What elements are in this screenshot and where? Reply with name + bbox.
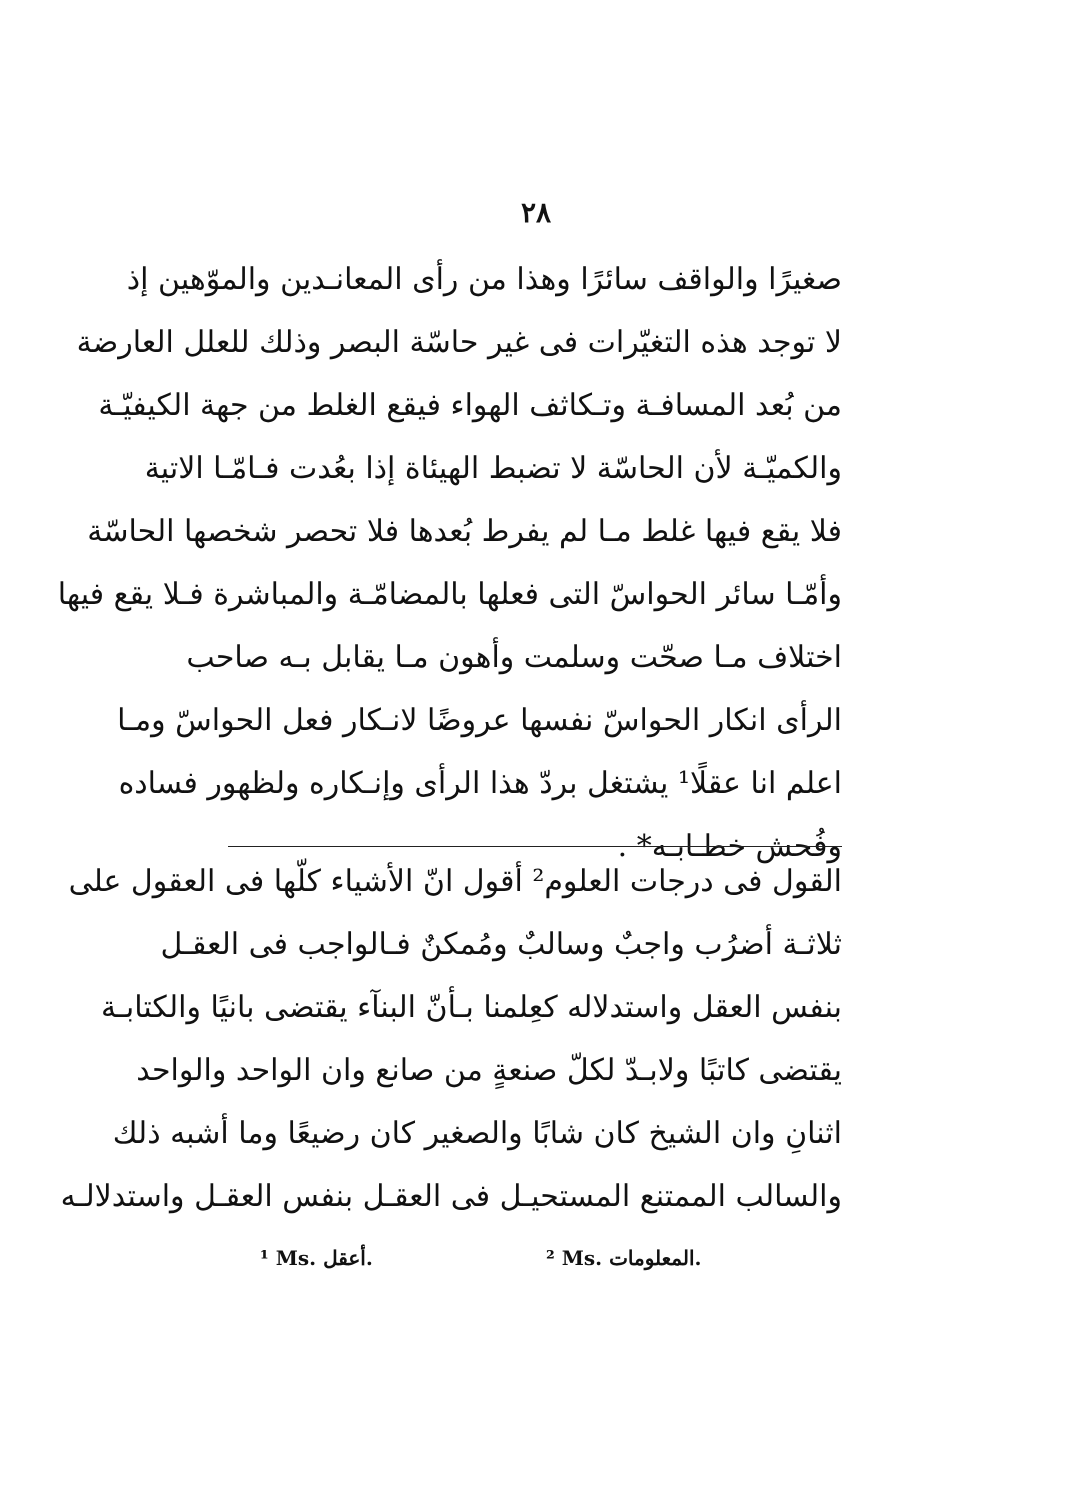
text-line: ثلاثـة أضرُب واجبٌ وسالبٌ ومُمكنٌ فـالواجب فى العقـل [160,927,842,962]
footnote-marker: ¹ [260,1246,269,1270]
footnotes [228,1246,842,1286]
footnote [546,1246,701,1270]
text-line: صغيرًا والواقف سائرًا وهذا من رأى المعانـدين والموّهين إذ [126,262,842,297]
section-divider [228,846,842,847]
text-line: والسالب الممتنع المستحيـل فى العقـل بنفس العقـل واستدلالـه [60,1179,842,1214]
footnote-text: Ms. المعلومات. [561,1246,702,1270]
text-line: القول فى درجات العلوم² أقول انّ الأشياء كلّها فى العقول على [68,864,842,899]
text-line: الرأى انكار الحواسّ نفسها عروضًا لانـكار فعل الحواسّ ومـا [117,703,842,738]
text-line: والكميّـة لأن الحاسّة لا تضبط الهيئاة إذا بعُدت فـامّـا الاتية [144,451,842,486]
text-line: اعلم انا عقلًا¹ يشتغل بردّ هذا الرأى وإنـكاره ولظهور فساده [118,766,842,801]
text-line: وفُحش خطـابـه* . [617,829,842,864]
page-number: ٢٨ [520,196,552,229]
paragraph-1 [57,248,842,878]
text-line: لا توجد هذه التغيّرات فى غير حاسّة البصر وذلك للعلل العارضة [76,325,842,360]
text-line: يقتضى كاتبًا ولابـدّ لكلّ صنعةٍ من صانع وان الواحد والواحد [136,1053,842,1088]
footnote-marker: ² [546,1246,555,1270]
text-line: اختلاف مـا صحّت وسلمت وأهون مـا يقابل بـه صاحب [186,640,842,675]
text-line: بنفس العقل واستدلاله كعِلمنا بـأنّ البنآء يقتضى بانيًا والكتابـة [101,990,842,1025]
paragraph-2 [60,850,842,1228]
text-line: فلا يقع فيها غلط مـا لم يفرط بُعدها فلا تحصر شخصها الحاسّة [87,514,842,549]
text-line: من بُعد المسافـة وتـكاثف الهواء فيقع الغلط من جهة الكيفيّـة [98,388,842,423]
footnote [260,1246,373,1270]
footnote-text: Ms. أعقل. [275,1246,373,1270]
text-line: اثنانِ وان الشيخ كان شابًا والصغير كان رضيعًا وما أشبه ذلك [112,1116,842,1151]
text-line: وأمّـا سائر الحواسّ التى فعلها بالمضامّـة والمباشرة فـلا يقع فيها [57,577,842,612]
